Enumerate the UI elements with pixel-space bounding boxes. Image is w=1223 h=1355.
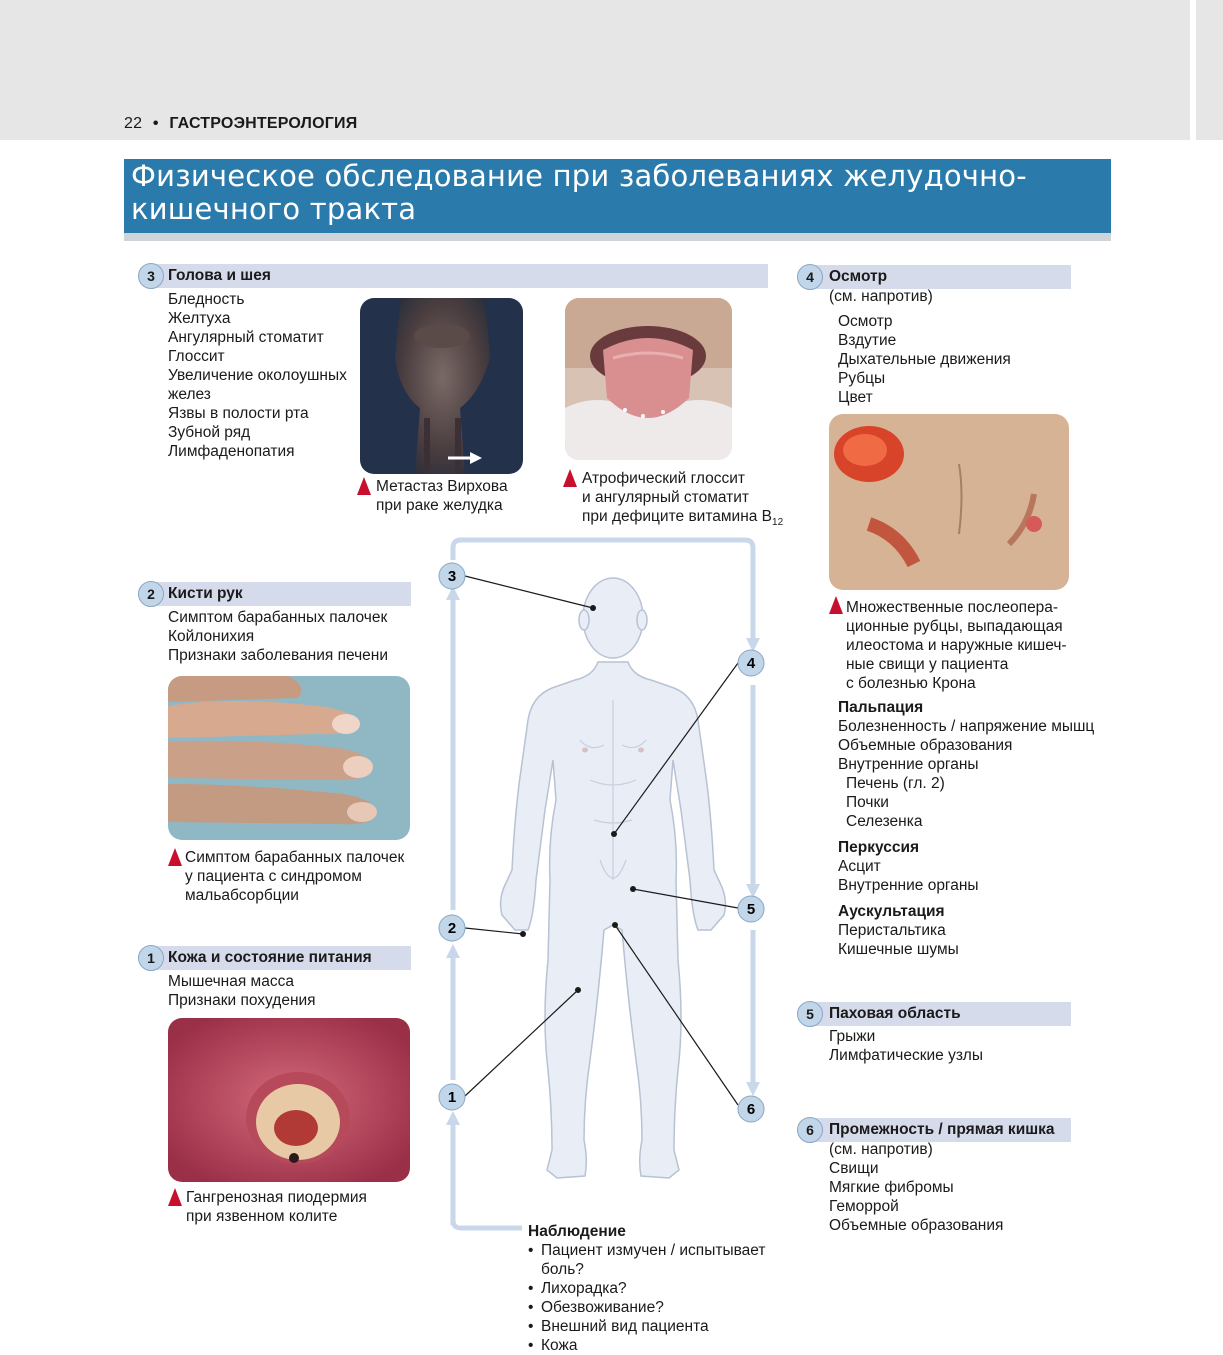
photo-atrophic-glossitis xyxy=(565,298,732,460)
photo-caption-clubbing xyxy=(185,848,404,905)
caption-line: Симптом барабанных палочек xyxy=(185,849,405,866)
section-number-badge: 1 xyxy=(138,945,164,971)
list-item-text: Пациент измучен / испытывает xyxy=(541,1242,766,1259)
figure-head xyxy=(583,578,643,658)
list-item: Перистальтика xyxy=(838,922,946,939)
list-item: Свищи xyxy=(829,1160,879,1177)
observation-block xyxy=(528,1222,765,1355)
connector-head xyxy=(465,576,593,608)
caption-line: ционные рубцы, выпадающая xyxy=(846,618,1063,635)
list-item: Болезненность / напряжение мышц xyxy=(838,718,1095,735)
caption-marker-icon xyxy=(168,1188,182,1206)
list-item: Грыжи xyxy=(829,1028,876,1045)
inspection-list xyxy=(838,312,1011,407)
caption-line: ные свищи у пациента xyxy=(846,656,1009,673)
page-number: 22 xyxy=(124,115,143,132)
list-item: Язвы в полости рта xyxy=(168,405,309,422)
section-number-badge: 6 xyxy=(797,1117,823,1143)
list-item: Осмотр xyxy=(838,313,893,330)
list-item xyxy=(528,1241,765,1279)
section-number-badge: 4 xyxy=(797,264,823,290)
svg-text:5: 5 xyxy=(746,901,756,918)
section-title: Промежность / прямая кишка xyxy=(829,1121,1055,1138)
page-title: Физическое обследование при заболеваниях желудочно-кишечного тракта xyxy=(131,159,1027,226)
list-item: Рубцы xyxy=(838,370,886,387)
section-number-badge: 5 xyxy=(797,1001,823,1027)
list-item: Признаки заболевания печени xyxy=(168,647,389,664)
loop-bottom xyxy=(453,1220,522,1228)
list-item: желез xyxy=(168,386,211,403)
caption-line: Атрофический глоссит xyxy=(582,470,746,487)
caption-line: Множественные послеопера- xyxy=(846,599,1059,616)
photo-caption-pyoderma xyxy=(186,1188,367,1226)
head-neck-list xyxy=(168,290,347,461)
caption-line: илеостома и наружные кишеч- xyxy=(846,637,1067,654)
list-item: Бледность xyxy=(168,291,245,308)
list-item: Геморрой xyxy=(829,1198,899,1215)
caption-marker-icon xyxy=(168,848,182,866)
svg-text:6: 6 xyxy=(746,1101,756,1118)
caption-marker-icon xyxy=(829,596,843,614)
observation-title: Наблюдение xyxy=(528,1223,626,1240)
svg-text:3: 3 xyxy=(447,568,457,585)
caption-marker-icon xyxy=(563,469,577,487)
caption-line: мальабсорбции xyxy=(185,887,299,904)
list-item: Ангулярный стоматит xyxy=(168,329,324,346)
photo-virchow-node xyxy=(360,298,523,474)
list-item: Увеличение околоушных xyxy=(168,367,347,384)
perineum-list xyxy=(829,1140,1003,1235)
caption-line: Метастаз Вирхова xyxy=(376,478,508,495)
photo-caption-glossitis xyxy=(582,469,783,532)
list-item: Койлонихия xyxy=(168,628,255,645)
palpation-title: Пальпация xyxy=(838,699,924,716)
marker-3 xyxy=(439,563,465,589)
section-header-skin xyxy=(150,946,411,970)
observation-list xyxy=(528,1241,765,1355)
marker-4 xyxy=(738,650,764,676)
photo-clubbing xyxy=(168,676,410,840)
caption-line: с болезнью Крона xyxy=(846,675,976,692)
photo-pyoderma xyxy=(168,1018,410,1182)
figure-nipple-left xyxy=(582,748,588,753)
svg-text:4: 4 xyxy=(746,655,756,672)
percussion-title: Перкуссия xyxy=(838,839,920,856)
photo-caption-crohn xyxy=(846,598,1067,693)
list-item: • Внешний вид пациента xyxy=(528,1317,765,1336)
caption-line xyxy=(582,507,783,532)
list-item: Желтуха xyxy=(168,310,231,327)
caption-line: у пациента с синдромом xyxy=(185,868,362,885)
list-item: Цвет xyxy=(838,389,873,406)
photo-caption-virchow xyxy=(376,477,508,515)
inspection-subtitle: (см. напротив) xyxy=(829,288,933,305)
section-number-badge: 2 xyxy=(138,581,164,607)
list-item: Объемные образования xyxy=(838,737,1013,754)
list-item: Вздутие xyxy=(838,332,897,349)
svg-text:2: 2 xyxy=(447,920,457,937)
figure-left-ear xyxy=(579,610,589,630)
list-item: Глоссит xyxy=(168,348,225,365)
palpation-block xyxy=(838,692,1094,959)
caption-subscript: 12 xyxy=(772,517,784,529)
list-item: Мышечная масса xyxy=(168,973,294,990)
caption-line: при язвенном колите xyxy=(186,1208,338,1225)
list-item: • Лихорадка? xyxy=(528,1279,765,1298)
list-item: Лимфаденопатия xyxy=(168,443,295,460)
marker-1 xyxy=(439,1084,465,1110)
list-item: Мягкие фибромы xyxy=(829,1179,954,1196)
perineum-subtitle: (см. напротив) xyxy=(829,1141,933,1158)
list-item: Зубной ряд xyxy=(168,424,251,441)
list-item: Асцит xyxy=(838,858,881,875)
section-title: Кисти рук xyxy=(168,585,243,602)
section-header-inspection xyxy=(810,265,1071,289)
list-item: Лимфатические узлы xyxy=(829,1047,983,1064)
section-header-head-neck xyxy=(150,264,768,288)
caption-text: при дефиците витамина B xyxy=(582,508,773,525)
section-header-hands xyxy=(150,582,411,606)
list-item: Объемные образования xyxy=(829,1217,1004,1234)
svg-text:1: 1 xyxy=(447,1089,457,1106)
photo-crohn-scars xyxy=(829,414,1069,590)
list-item: Дыхательные движения xyxy=(838,351,1011,368)
figure-nipple-right xyxy=(638,748,644,753)
section-title: Паховая область xyxy=(829,1005,961,1022)
list-subitem: Селезенка xyxy=(846,813,923,830)
list-subitem: Почки xyxy=(846,794,889,811)
list-item-text: боль? xyxy=(541,1261,584,1278)
marker-5 xyxy=(738,896,764,922)
section-header-perineum xyxy=(810,1118,1071,1142)
marker-2 xyxy=(439,915,465,941)
groin-list xyxy=(829,1027,983,1065)
list-item: Внутренние органы xyxy=(838,756,979,773)
list-item: Кишечные шумы xyxy=(838,941,959,958)
header-separator: • xyxy=(152,115,159,132)
list-subitem: Печень (гл. 2) xyxy=(846,775,945,792)
caption-line: при раке желудка xyxy=(376,497,503,514)
caption-marker-icon xyxy=(357,477,371,495)
list-item: • Обезвоживание? xyxy=(528,1298,765,1317)
section-number-badge: 3 xyxy=(138,263,164,289)
list-item: Признаки похудения xyxy=(168,992,316,1009)
caption-line: и ангулярный стоматит xyxy=(582,489,750,506)
section-title: Осмотр xyxy=(829,268,888,285)
figure-right-ear xyxy=(637,610,647,630)
caption-line: Гангренозная пиодермия xyxy=(186,1189,367,1206)
section-title: Голова и шея xyxy=(168,267,271,284)
marker-6 xyxy=(738,1096,764,1122)
list-item: Симптом барабанных палочек xyxy=(168,609,388,626)
list-item: • Кожа xyxy=(528,1336,765,1355)
auscultation-title: Аускультация xyxy=(838,903,945,920)
list-item: Внутренние органы xyxy=(838,877,979,894)
hands-list xyxy=(168,608,388,665)
section-title: Кожа и состояние питания xyxy=(168,949,372,966)
skin-list xyxy=(168,972,316,1010)
header-section: ГАСТРОЭНТЕРОЛОГИЯ xyxy=(169,115,358,132)
section-header-groin xyxy=(810,1002,1071,1026)
